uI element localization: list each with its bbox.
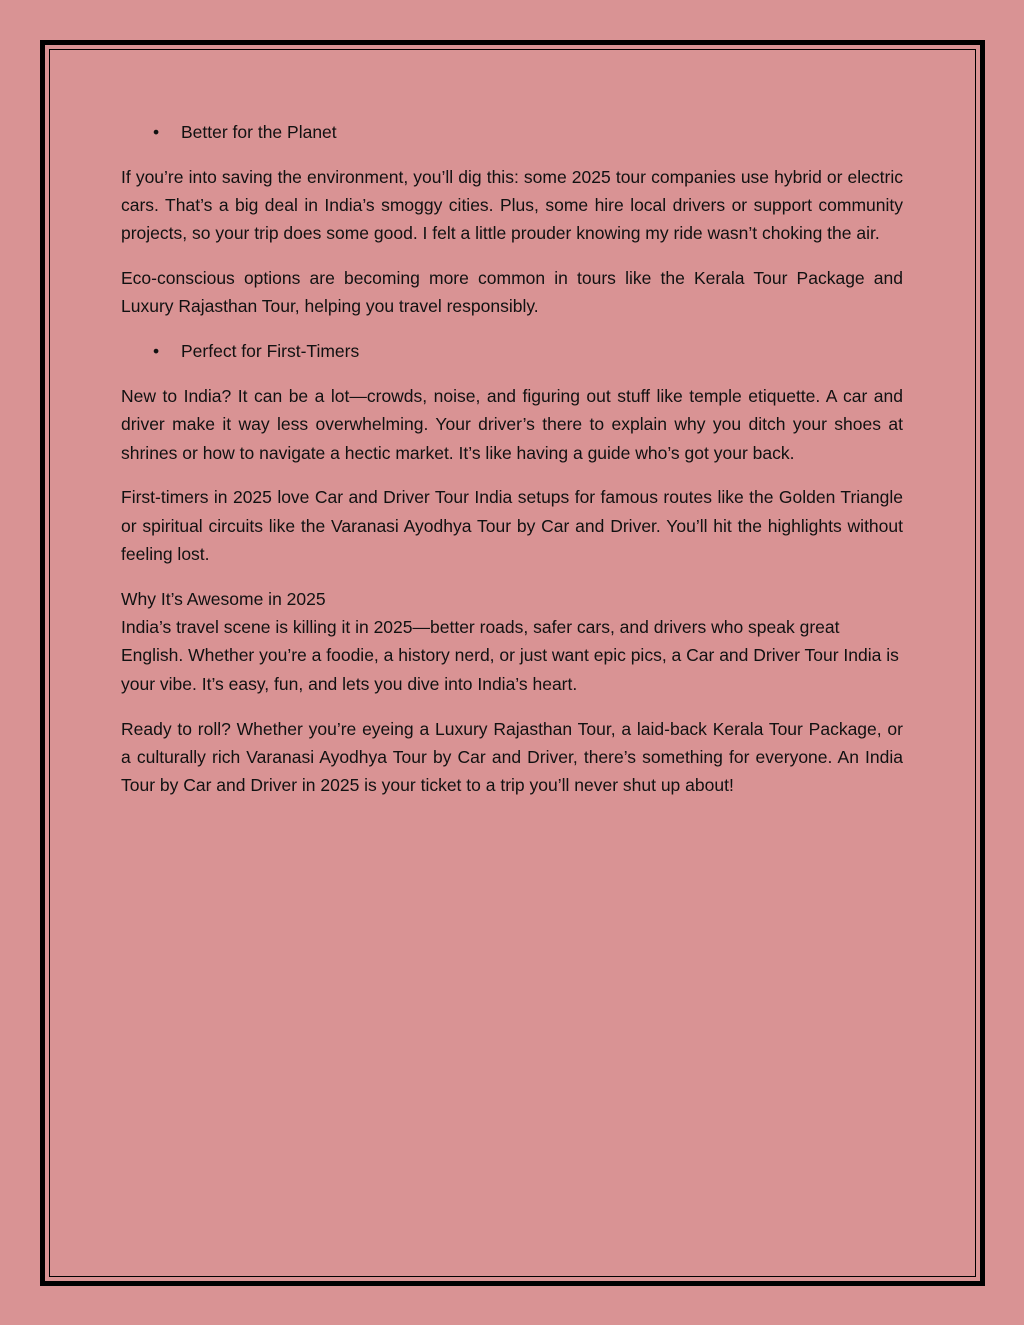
section-why-awesome [121,585,903,698]
paragraph-eco-options: Eco-conscious options are becoming more common in tours like the Kerala Tour Package and Luxury Rajasthan Tour, helping you travel responsibly. [121,268,903,317]
paragraph-new-to-india: New to India? It can be a lot—crowds, noise, and figuring out stuff like temple etiquette. A car and driver make it way less overwhelming. Your driver’s there to explain why you ditch your shoes at shrines or how to navigate a hectic market. It’s like having a guide who’s got your back. [121,386,903,463]
bullet-item-first-timers [121,337,903,365]
paragraph-environment: If you’re into saving the environment, you’ll dig this: some 2025 tour companies use hybrid or electric cars. That’s a big deal in India’s smoggy cities. Plus, some hire local drivers or support community projects, so your trip does some good. I felt a little prouder knowing my ride wasn’t choking the air. [121,166,903,244]
document-body [121,118,903,816]
paragraph-ready-to-roll: Ready to roll? Whether you’re eyeing a Luxury Rajasthan Tour, a laid-back Kerala Tour Package, or a culturally rich Varanasi Ayodhya Tour by Car and Driver, there’s something for everyone. An India Tour by Car and Driver in 2025 is your ticket to a trip you’ll never shut up about! [121,718,903,796]
bullet-item-planet [121,118,903,146]
section-heading: Why It’s Awesome in 2025 [121,588,326,609]
bullet-text-planet: Better for the Planet [181,122,337,142]
bullet-dot: • [153,122,160,142]
paragraph-travel-scene: India’s travel scene is killing it in 2025—better roads, safer cars, and drivers who speak great English. Whether you’re a foodie, a history nerd, or just want epic pics, a Car and Driver Tour India is your vibe. It’s easy, fun, and lets you dive into India’s heart. [121,617,899,694]
bullet-text-first-timers: Perfect for First-Timers [181,341,360,362]
bullet-dot: • [153,341,160,362]
paragraph-first-timers: First-timers in 2025 love Car and Driver Tour India setups for famous routes like the Golden Triangle or spiritual circuits like the Varanasi Ayodhya Tour by Car and Driver. You’ll hit the highlights without feeling lost. [121,487,903,565]
